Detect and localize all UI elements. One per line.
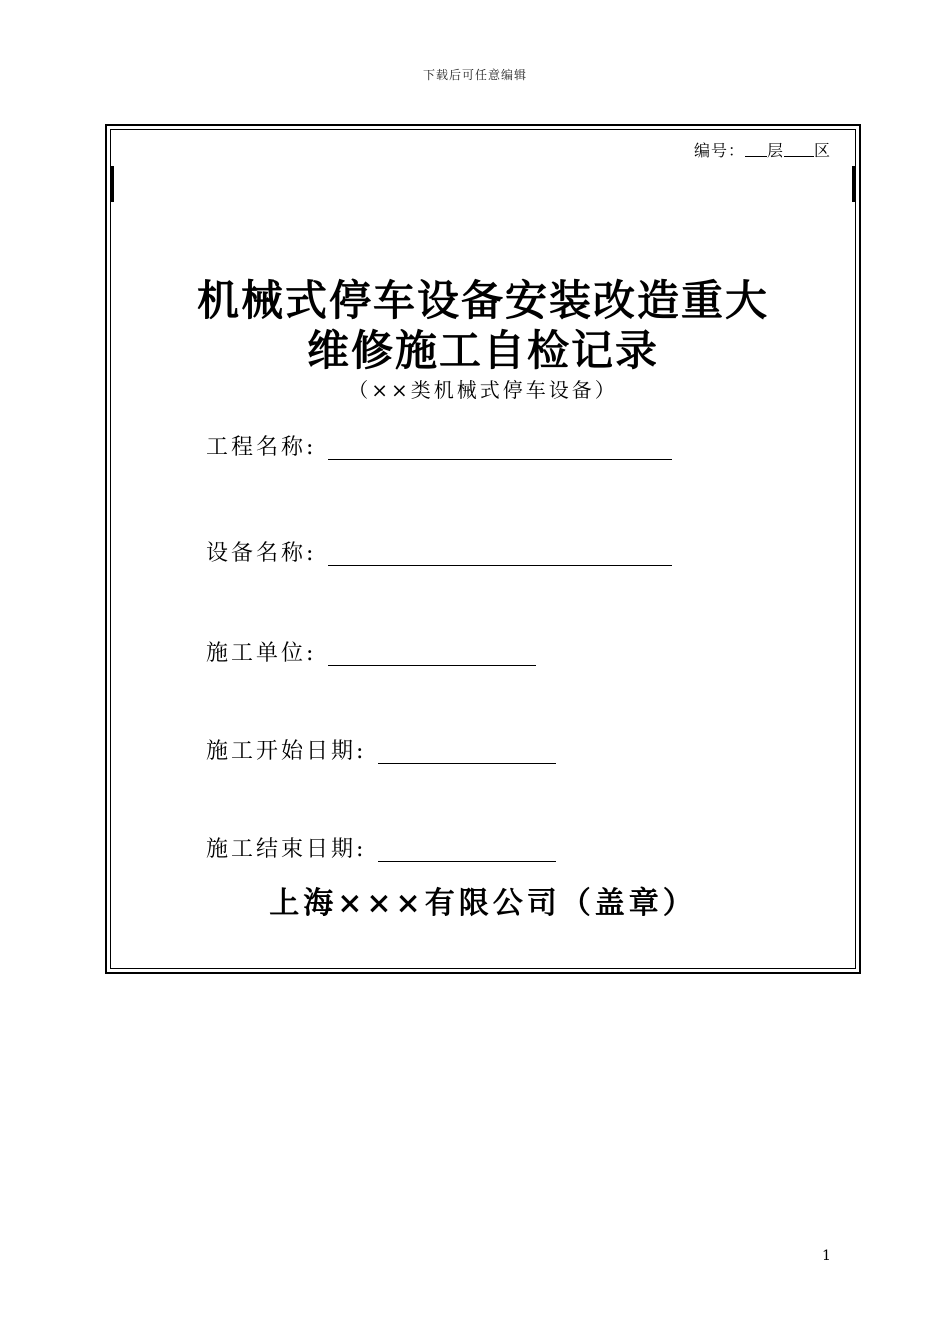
start-date-label: 施工开始日期: <box>206 739 367 764</box>
document-title-line-2: 维修施工自检记录 <box>306 326 659 375</box>
company-seal-line: 上海×××有限公司（盖章） <box>269 886 697 921</box>
record-number-line <box>694 138 831 161</box>
document-title <box>111 276 855 376</box>
construction-unit-label: 施工单位: <box>206 641 317 666</box>
floor-label: 层 <box>766 141 784 160</box>
field-equipment-name <box>206 536 672 567</box>
start-date-blank <box>378 737 556 764</box>
end-date-label: 施工结束日期: <box>206 837 367 862</box>
project-name-blank <box>328 433 672 460</box>
zone-label: 区 <box>813 141 831 160</box>
equipment-name-blank <box>328 539 672 566</box>
construction-unit-blank <box>328 639 536 666</box>
field-end-date <box>206 832 556 863</box>
zone-blank <box>784 142 814 157</box>
equipment-name-label: 设备名称: <box>206 541 317 566</box>
document-frame-inner <box>110 129 856 969</box>
record-number-label: 编号： <box>693 141 745 160</box>
header-note: 下载后可任意编辑 <box>422 68 527 82</box>
field-start-date <box>206 734 556 765</box>
project-name-label: 工程名称: <box>206 435 317 460</box>
document-title-line-1: 机械式停车设备安装改造重大 <box>196 276 769 325</box>
end-date-blank <box>378 835 556 862</box>
field-project-name <box>206 430 672 461</box>
document-subtitle: （××类机械式停车设备） <box>348 378 618 402</box>
field-construction-unit <box>206 636 536 667</box>
page-number: 1 <box>822 1248 831 1264</box>
floor-blank <box>745 142 767 157</box>
frame-side-mark-left <box>111 166 114 202</box>
frame-side-mark-right <box>852 166 855 202</box>
document-frame <box>105 124 861 974</box>
